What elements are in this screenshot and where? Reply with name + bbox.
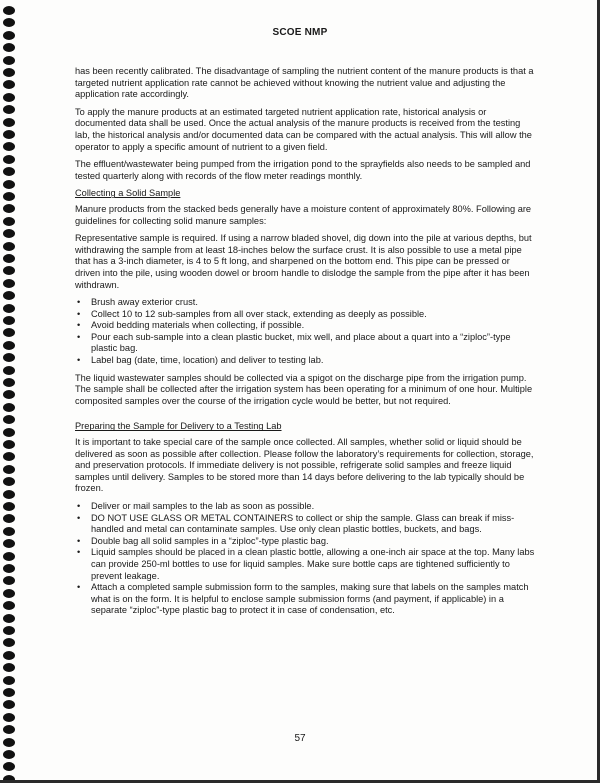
binding-hole (3, 155, 15, 164)
binding-hole (3, 651, 15, 660)
binding-hole (3, 378, 15, 387)
binding-hole (3, 576, 15, 585)
paragraph: has been recently calibrated. The disadvantage of sampling the nutrient content of the manure products is that a targeted nutrient application rate cannot be achieved without knowing the nutrient value and adjusting the application rate accordingly. (75, 66, 534, 100)
binding-hole (3, 118, 15, 127)
list-item: • Label bag (date, time, location) and deliver to testing lab. (75, 355, 535, 367)
binding-hole (3, 601, 15, 610)
binding-hole (3, 477, 15, 486)
binding-hole (3, 676, 15, 685)
binding-hole (3, 614, 15, 623)
binding-hole (3, 428, 15, 437)
binding-hole (3, 93, 15, 102)
binding-hole (3, 341, 15, 350)
binding-hole (3, 452, 15, 461)
binding-hole (3, 279, 15, 288)
binding-hole (3, 242, 15, 251)
binding-hole (3, 465, 15, 474)
paragraph: The effluent/wastewater being pumped from the irrigation pond to the sprayfields also needs to be sampled and tested quarterly along with records of the flow meter readings monthly. (75, 159, 531, 181)
paragraph: Manure products from the stacked beds generally have a moisture content of approximately 80%. Following are guidelines for collecting solid manure samples: (75, 203, 532, 226)
binding-hole (3, 564, 15, 573)
binding-hole (3, 713, 15, 722)
binding-hole (3, 254, 15, 263)
binding-hole (3, 539, 15, 548)
binding-hole (3, 390, 15, 399)
binding-hole (3, 328, 15, 337)
binding-hole (3, 167, 15, 176)
binding-hole (3, 353, 15, 362)
spiral-binding (0, 0, 24, 783)
list-item: • DO NOT USE GLASS OR METAL CONTAINERS to collect or ship the sample. Glass can break if miss-handled and metal can contaminate samples. Use only clean plastic bottles, buckets, and bags. (75, 513, 535, 536)
spacer (75, 413, 535, 421)
list-item: • Avoid bedding materials when collecting, if possible. (75, 320, 535, 332)
bullet-list-delivery (75, 501, 535, 617)
binding-hole (3, 638, 15, 647)
binding-hole (3, 366, 15, 375)
binding-hole (3, 80, 15, 89)
binding-hole (3, 56, 15, 65)
binding-hole (3, 217, 15, 226)
paragraph: It is important to take special care of the sample once collected. All samples, whether solid or liquid should be delivered as soon as possible after collection. Please follow the laboratory’s requirements for collection, storage, and preservation protocols. If immediate delivery is not possible, refrigerate solid samples and freeze liquid samples until delivery. Samples to be stored more than 14 days before delivering to the lab typically should be frozen. (75, 437, 534, 494)
binding-hole (3, 130, 15, 139)
paragraph: To apply the manure products at an estimated targeted nutrient application rate, historical analysis or documented data shall be used. Once the actual analysis of the manure products is received from the testing lab, the historical analysis and/or documented data can be compared with the actual analysis. This will allow the operator to apply a specific amount of nutrient to a given field. (75, 106, 532, 152)
paragraph: Representative sample is required. If using a narrow bladed shovel, dig down into the pile at various depths, but withdrawing the sample from at least 18-inches below the surface crust. It is also possible to use a metal pipe that has a 3-inch diameter, is 4 to 5 ft long, and sharpened on the bottom end. This pipe can be pressed or driven into the pile, using wooden dowel or broom handle to dislodge the sample from the pipe after it has been withdrawn. (75, 233, 532, 290)
paragraph: The liquid wastewater samples should be collected via a spigot on the discharge pipe from the irrigation pump. The sample shall be collected after the irrigation system has been operating for a minimum of one hour. Multiple composited samples over the course of the irrigation cycle would be better, but not required. (75, 372, 533, 406)
list-item: • Double bag all solid samples in a “ziploc”-type plastic bag. (75, 536, 535, 548)
binding-hole (3, 527, 15, 536)
binding-hole (3, 316, 15, 325)
binding-hole (3, 105, 15, 114)
binding-hole (3, 589, 15, 598)
binding-hole (3, 180, 15, 189)
binding-hole (3, 6, 15, 15)
section-heading-preparing-sample: Preparing the Sample for Delivery to a Testing Lab (75, 421, 282, 432)
list-item: • Pour each sub-sample into a clean plastic bucket, mix well, and place about a quart into a “ziploc”-type plastic bag. (75, 332, 535, 355)
binding-hole (3, 490, 15, 499)
binding-hole (3, 440, 15, 449)
binding-hole (3, 626, 15, 635)
section-heading-collecting-solid-sample: Collecting a Solid Sample (75, 188, 181, 199)
binding-hole (3, 514, 15, 523)
binding-hole (3, 502, 15, 511)
bullet-list-solid-sample (75, 297, 535, 367)
binding-hole (3, 700, 15, 709)
page-header: SCOE NMP (272, 27, 328, 38)
binding-hole (3, 552, 15, 561)
binding-hole (3, 304, 15, 313)
binding-hole (3, 229, 15, 238)
binding-hole (3, 663, 15, 672)
binding-hole (3, 68, 15, 77)
binding-hole (3, 204, 15, 213)
binding-hole (3, 415, 15, 424)
binding-hole (3, 266, 15, 275)
list-item: • Collect 10 to 12 sub-samples from all over stack, extending as deeply as possible. (75, 309, 535, 321)
binding-hole (3, 43, 15, 52)
binding-hole (3, 688, 15, 697)
list-item: • Attach a completed sample submission form to the samples, making sure that labels on the samples match what is on the form. It is helpful to enclose sample submission forms (and payment, if applicable) in a separate “ziploc”-type plastic bag to protect it in case of condensation, etc. (75, 582, 535, 617)
binding-hole (3, 142, 15, 151)
page-body (75, 66, 535, 623)
binding-hole (3, 762, 15, 771)
binding-hole (3, 750, 15, 759)
binding-hole (3, 291, 15, 300)
page-number: 57 (294, 733, 306, 744)
list-item: • Brush away exterior crust. (75, 297, 535, 309)
binding-hole (3, 403, 15, 412)
list-item: • Deliver or mail samples to the lab as soon as possible. (75, 501, 535, 513)
list-item: • Liquid samples should be placed in a clean plastic bottle, allowing a one-inch air space at the top. Many labs can provide 250-ml bottles to use for liquid samples. Make sure bottle caps are tightened sufficiently to prevent leakage. (75, 547, 535, 582)
binding-hole (3, 192, 15, 201)
